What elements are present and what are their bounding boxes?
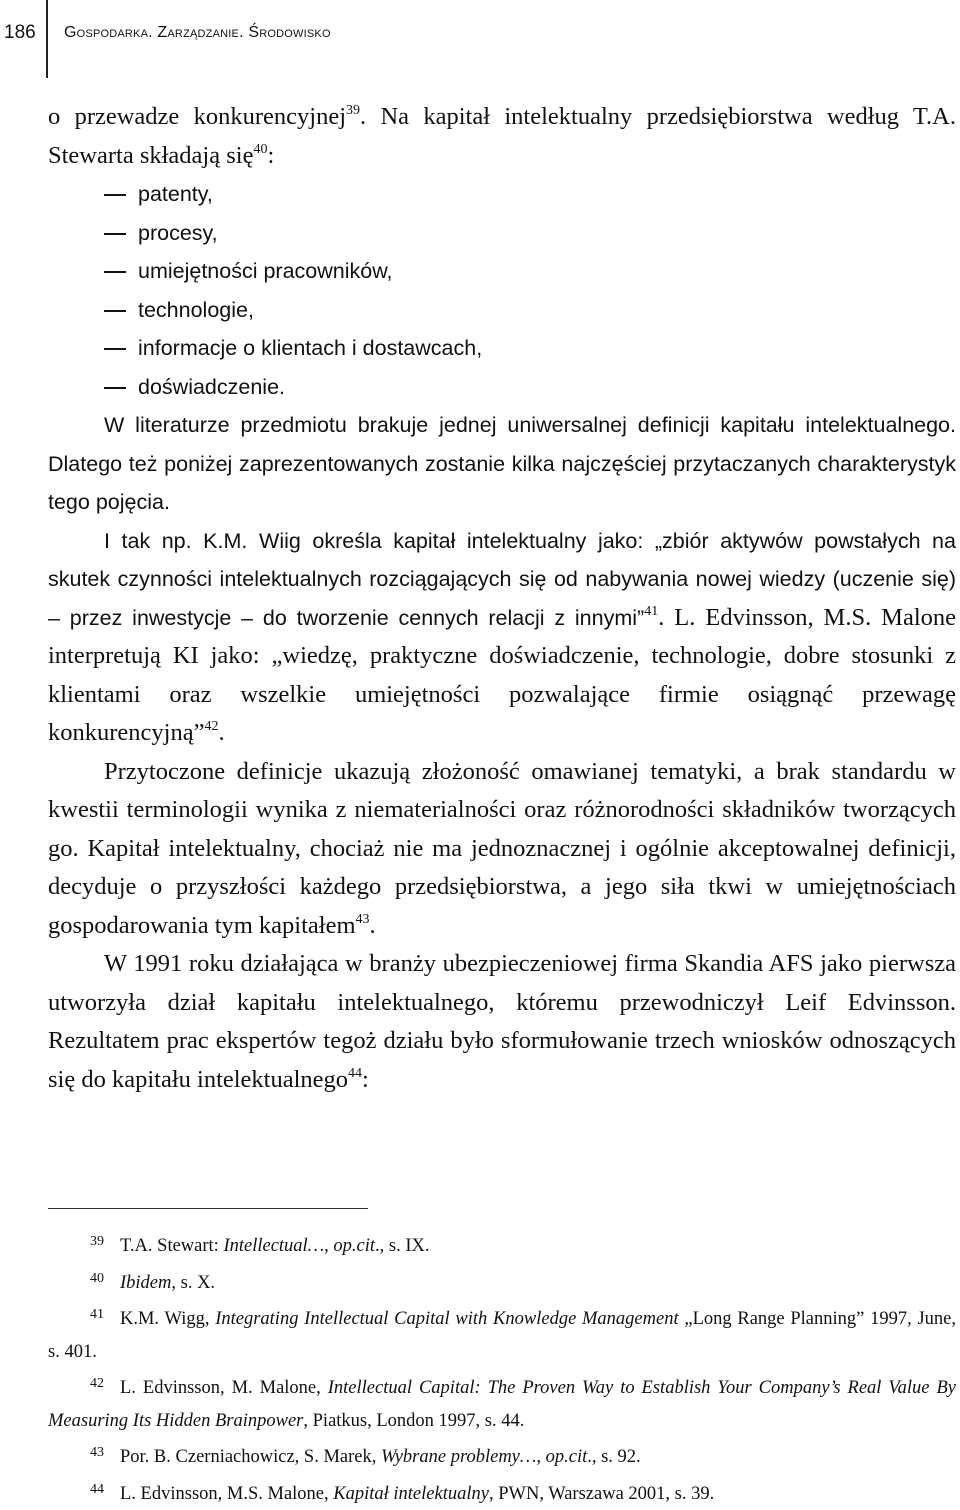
text-run: . Na kapitał intelektualny przedsiębiorstwa według T.A. Stewarta składają się [48, 103, 956, 169]
text-run: : [267, 142, 274, 169]
text-run: L. Edvinsson, M.S. Malone, [120, 1484, 333, 1504]
footnote-number: 42 [48, 1368, 120, 1401]
text-run: : [362, 1066, 369, 1093]
footnote-ref: 42 [204, 719, 218, 734]
text-run: Intellectual Capital: The Proven Way to Establish Your Company’s Real Value By Measuring Its Hidden Brainpower [48, 1378, 956, 1431]
footnote-ref: 40 [253, 142, 267, 157]
text-run: , [324, 1236, 333, 1256]
text-run: Ibidem [120, 1273, 171, 1293]
header-divider [46, 0, 48, 78]
list-item: technologie, [48, 291, 956, 330]
dash-list [48, 175, 956, 406]
list-item: procesy, [48, 214, 956, 253]
text-run: Intellectual… [223, 1236, 324, 1256]
list-item: patenty, [48, 175, 956, 214]
text-run: . [370, 912, 376, 939]
text-run: L. Edvinsson, M. Malone, [120, 1378, 328, 1398]
running-title: Gospodarka. Zarządzanie. Środowisko [64, 24, 331, 42]
text-run: op.cit [546, 1447, 588, 1467]
text-run: I tak np. K.M. [104, 529, 247, 553]
text-run: op.cit [333, 1236, 375, 1256]
text-run: K.M. Wigg, [120, 1309, 215, 1329]
text-run: Wiig określa kapitał intelektualny jako: „zbiór aktywów powstałych na skutek czynności intelektualnych rozciągających się od nabywania nowej wiedzy (uczenie się) – przez inwestycje – do tworzenie cennych relacji z innymi” [48, 529, 956, 630]
text-run: , Piatkus, London 1997, s. 44. [303, 1411, 524, 1431]
footnote [48, 1437, 956, 1474]
page-header [0, 0, 960, 80]
footnote-number: 41 [48, 1299, 120, 1332]
footnote [48, 1263, 956, 1300]
footnote-number: 44 [48, 1474, 120, 1507]
text-run: Przytoczone definicje ukazują złożoność omawianej tematyki, a brak standardu w kwestii terminologii wynika z niematerialności oraz różnorodności składników tworzących go. Kapitał intelektualny, chociaż nie ma jednoznacznej i ogólnie akceptowalnej definicji, decyduje o przyszłości każdego przedsiębiorstwa, a jego siła tkwi w umiejętnościach gospodarowania tym kapitałem [48, 758, 956, 939]
text-run: . [218, 719, 224, 746]
footnote-ref: 43 [356, 912, 370, 927]
main-text [48, 98, 956, 1099]
text-run: Wybrane problemy… [381, 1447, 536, 1467]
paragraph [48, 753, 956, 946]
footnotes [48, 1226, 956, 1510]
list-item: doświadczenie. [48, 368, 956, 407]
text-run: W 1991 roku działająca w branży ubezpieczeniowej firma Skandia AFS jako pierwsza utworzyła dział kapitału intelektualnego, któremu przewodniczył Leif Edvinsson. Rezultatem prac ekspertów tegoż działu było sformułowanie trzech wniosków odnoszących się do kapitału intelektualnego [48, 950, 956, 1093]
paragraph [48, 522, 956, 753]
text-run: „Long Range Planning” 1997, June, s. 401. [48, 1309, 956, 1362]
list-item: informacje o klientach i dostawcach, [48, 329, 956, 368]
text-run: Por. B. Czerniachowicz, S. Marek, [120, 1447, 381, 1467]
text-run: . L. Edvinsson, M.S. Malone interpretują KI jako: „wiedzę, praktyczne doświadczenie, technologie, dobre stosunki z klientami oraz wszelkie umiejętności pozwalające firmie osiągnąć przewagę konkurencyjną” [48, 604, 956, 747]
text-run: , s. X. [171, 1273, 215, 1293]
footnote-ref: 44 [348, 1066, 362, 1081]
footnote-number: 39 [48, 1226, 120, 1259]
text-run: Integrating Intellectual Capital with Knowledge Management [215, 1309, 678, 1329]
text-run: , PWN, Warszawa 2001, s. 39. [489, 1484, 714, 1504]
footnote-number: 43 [48, 1437, 120, 1470]
text-run: , [536, 1447, 545, 1467]
footnote-ref: 41 [644, 604, 658, 619]
footnote [48, 1226, 956, 1263]
text-run: Kapitał intelektualny [333, 1484, 489, 1504]
footnote-ref: 39 [346, 103, 360, 118]
paragraph [48, 945, 956, 1099]
footnote [48, 1299, 956, 1368]
footnote-separator [48, 1208, 368, 1209]
paragraph [48, 98, 956, 175]
text-run: ., s. 92. [587, 1447, 640, 1467]
footnote [48, 1368, 956, 1437]
text-run: ., s. IX. [375, 1236, 429, 1256]
footnote-number: 40 [48, 1263, 120, 1296]
paragraph: W literaturze przedmiotu brakuje jednej uniwersalnej definicji kapitału intelektualnego. Dlatego też poniżej zaprezentowanych zostanie kilka najczęściej przytaczanych charakterystyk tego pojęcia. [48, 406, 956, 522]
page-number: 186 [4, 22, 36, 44]
list-item: umiejętności pracowników, [48, 252, 956, 291]
text-run: T.A. Stewart: [120, 1236, 223, 1256]
text-run: o przewadze konkurencyjnej [48, 103, 346, 130]
